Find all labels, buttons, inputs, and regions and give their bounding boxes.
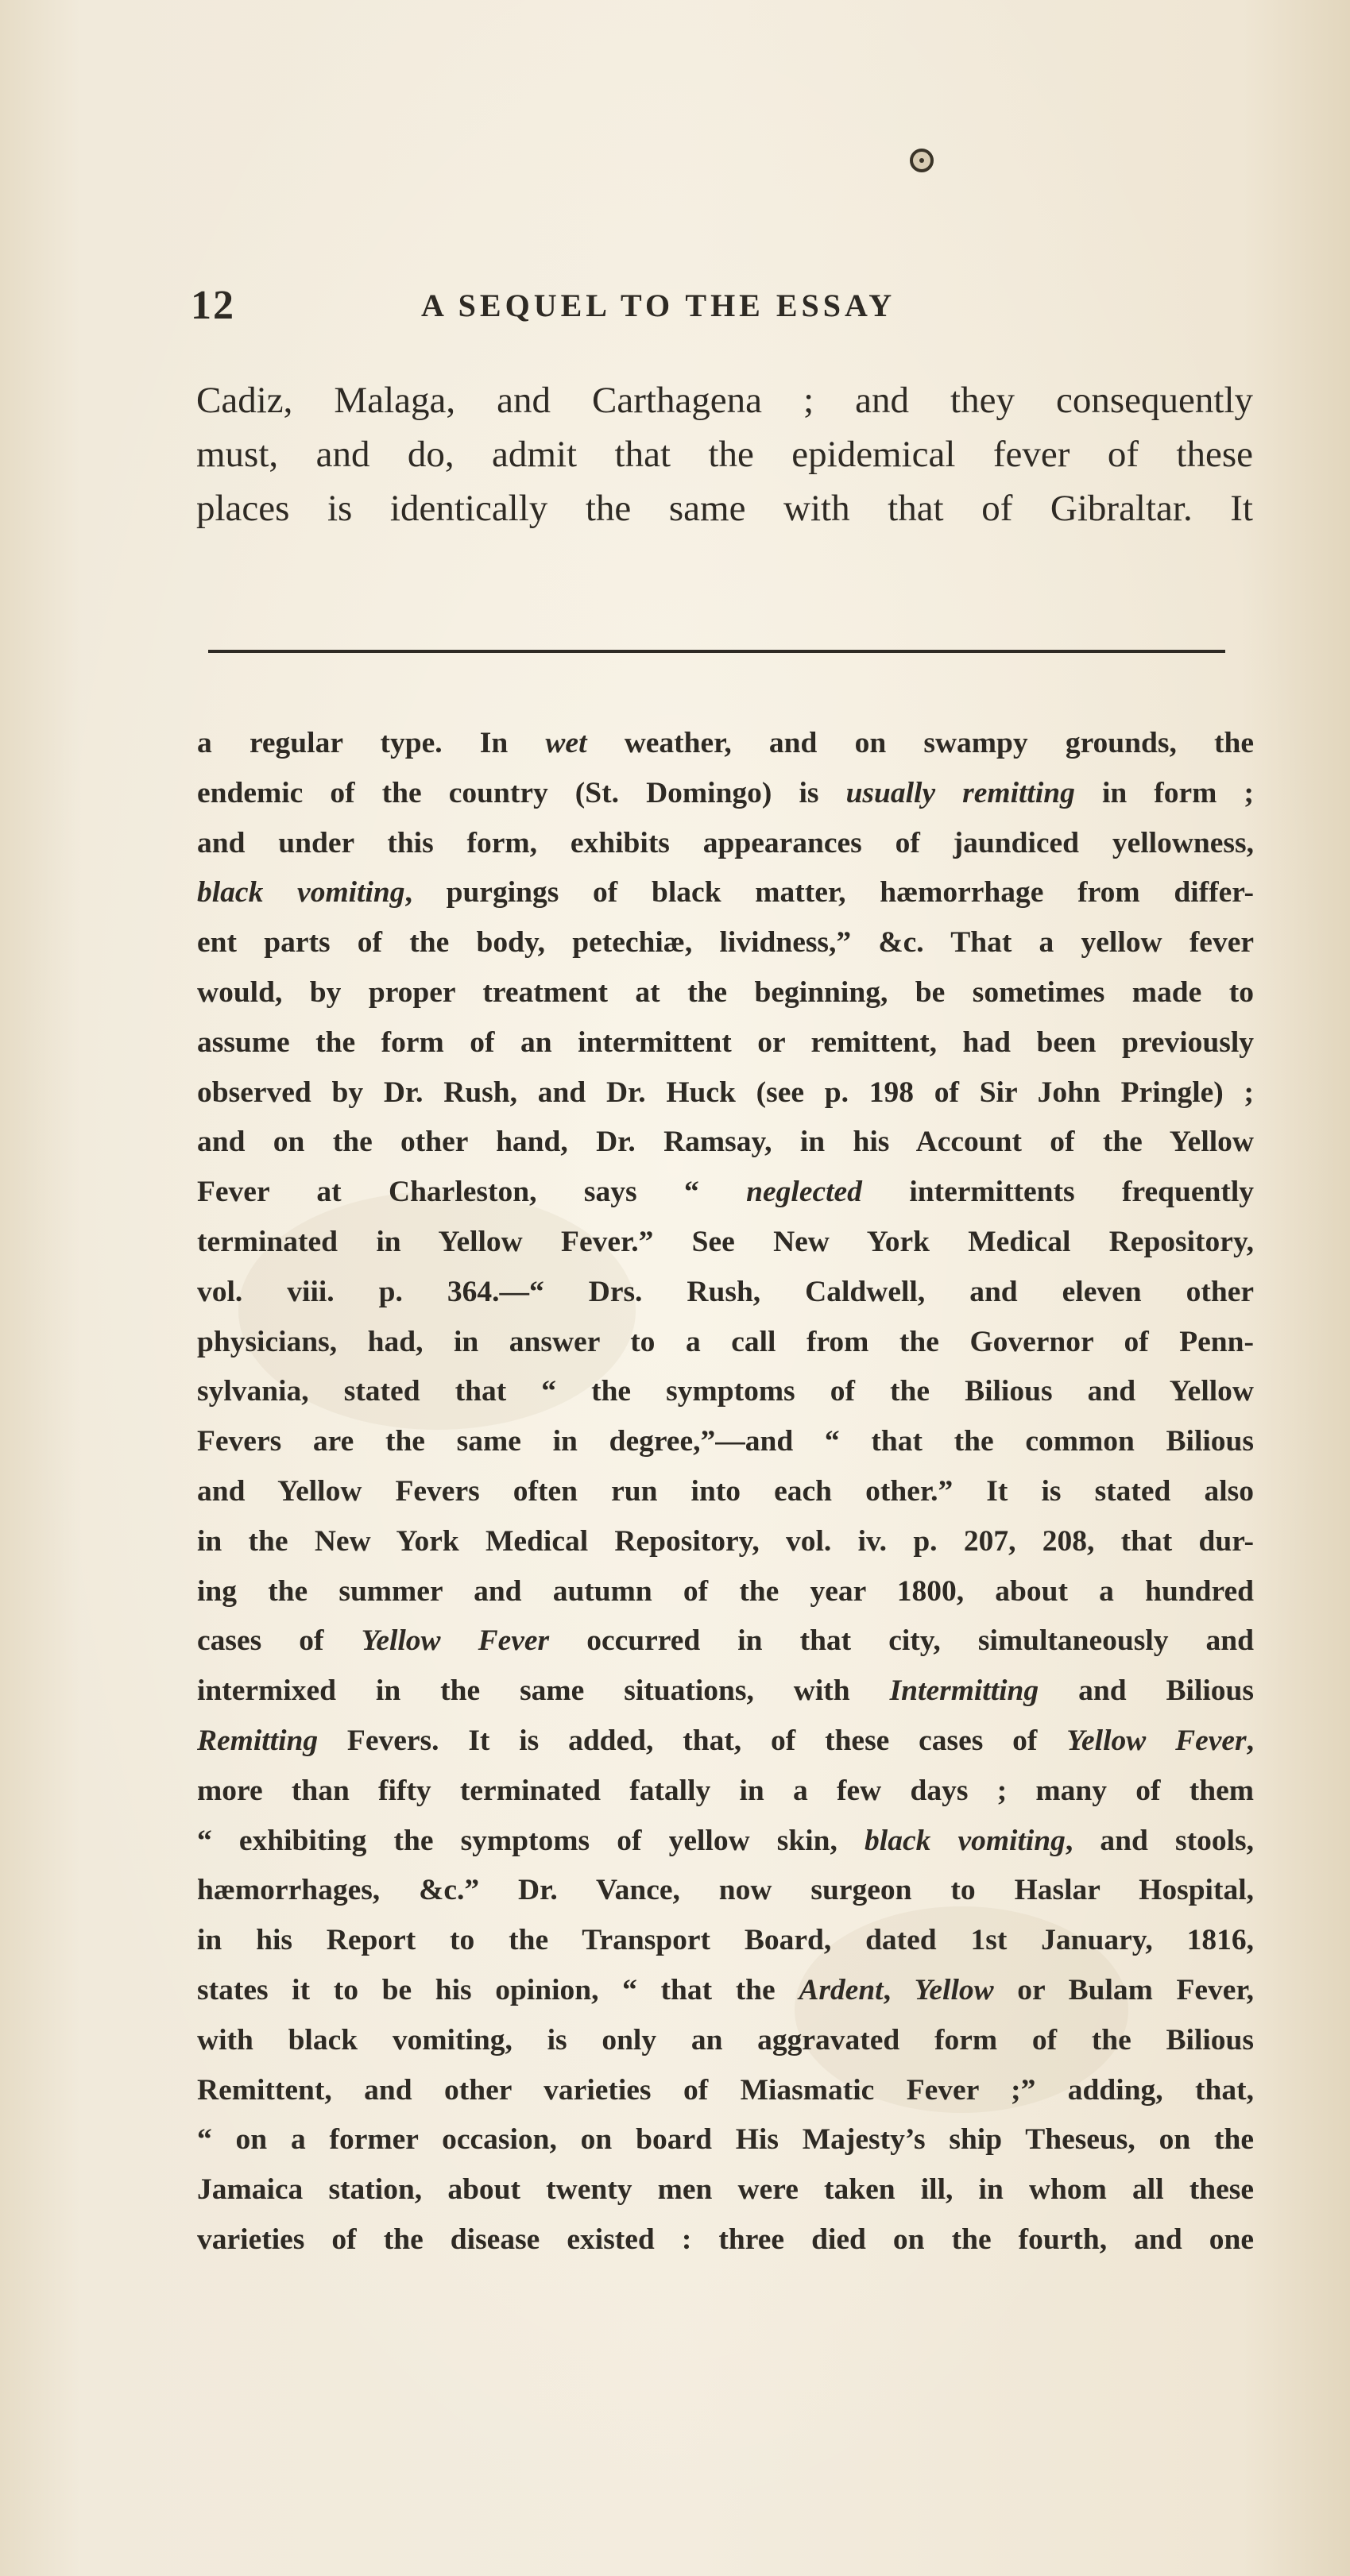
footnote-block [197, 719, 1254, 2265]
footnote-text: or Bulam Fever, [993, 1973, 1254, 2006]
footnote-text: intermittents frequently [861, 1176, 1254, 1209]
footnote-text: “ on a former occasion, on board His Majesty’s ship Theseus, on the [197, 2123, 1254, 2157]
footnote-text: endemic of the country (St. Domingo) is [197, 776, 846, 809]
footnote-line [197, 1417, 1254, 1467]
main-text-block [196, 373, 1253, 535]
footnote-line [197, 1567, 1254, 1617]
main-text-line: places is identically the same with that of Gibraltar. It [196, 488, 1253, 529]
footnote-text: Fevers are the same in degree,”—and “ that the common Bilious [197, 1425, 1254, 1458]
footnote-rule [208, 650, 1225, 653]
footnote-line [197, 1767, 1254, 1817]
footnote-line [197, 1717, 1254, 1767]
footnote-text: a regular type. In [197, 727, 546, 759]
footnote-text: “ exhibiting the symptoms of yellow skin, [197, 1824, 865, 1857]
page-number: 12 [191, 283, 235, 328]
footnote-line [197, 1866, 1254, 1916]
footnote-italic-text: Yellow Fever [1066, 1724, 1247, 1757]
page-header [191, 282, 1240, 338]
footnote-text: with black vomiting, is only an aggravated form of the Bilious [197, 2023, 1254, 2057]
footnote-text: , and stools, [1065, 1824, 1254, 1857]
footnote-line [197, 769, 1254, 819]
footnote-text: Jamaica station, about twenty men were taken ill, in whom all these [197, 2173, 1254, 2207]
footnote-line [197, 1168, 1254, 1218]
running-head: A SEQUEL TO THE ESSAY [421, 288, 896, 323]
footnote-line [197, 2016, 1254, 2066]
footnote-line [197, 868, 1254, 918]
footnote-line [197, 1966, 1254, 2016]
footnote-line [197, 1467, 1254, 1517]
footnote-text: Remittent, and other varieties of Miasmatic Fever ;” adding, that, [197, 2073, 1254, 2107]
footnote-text: ent parts of the body, petechiæ, lividness,” &c. That a yellow fever [197, 926, 1254, 960]
footnote-text: sylvania, stated that “ the symptoms of the Bilious and Yellow [197, 1375, 1254, 1408]
footnote-text: states it to be his opinion, “ that the [197, 1973, 799, 2006]
footnote-line [197, 1666, 1254, 1717]
footnote-line [197, 1318, 1254, 1368]
footnote-italic-text: Yellow [914, 1973, 994, 2006]
footnote-line [197, 1268, 1254, 1318]
footnote-text: , [883, 1973, 915, 2006]
footnote-text: varieties of the disease existed : three died on the fourth, and one [197, 2223, 1254, 2256]
footnote-text: and on the other hand, Dr. Ramsay, in his Account of the Yellow [197, 1126, 1254, 1159]
footnote-text: in his Report to the Transport Board, dated 1st January, 1816, [197, 1924, 1254, 1957]
footnote-italic-text: wet [545, 727, 587, 759]
footnote-text: Fever at Charleston, says “ [197, 1176, 747, 1209]
footnote-text: cases of [197, 1624, 362, 1658]
footnote-italic-text: black vomiting [197, 876, 405, 910]
main-text-line: Cadiz, Malaga, and Carthagena ; and they consequently [196, 380, 1253, 421]
binding-hole-icon [910, 149, 934, 172]
footnote-text: , purgings of black matter, hæmorrhage from differ- [404, 876, 1254, 910]
footnote-line [197, 2215, 1254, 2265]
footnote-italic-text: Intermitting [889, 1674, 1039, 1708]
main-text-line: must, and do, admit that the epidemical fever of these [196, 434, 1253, 475]
footnote-text: Fevers. It is added, that, of these cases of [318, 1724, 1067, 1757]
footnote-text: and Yellow Fevers often run into each other.” It is stated also [197, 1474, 1254, 1508]
footnote-text: ing the summer and autumn of the year 1800, about a hundred [197, 1574, 1254, 1608]
footnote-line [197, 1118, 1254, 1168]
footnote-text: physicians, had, in answer to a call from the Governor of Penn- [197, 1325, 1254, 1358]
footnote-line [197, 1517, 1254, 1567]
footnote-text: vol. viii. p. 364.—“ Drs. Rush, Caldwell, and eleven other [197, 1275, 1254, 1308]
footnote-line [197, 2115, 1254, 2165]
footnote-text: more than fifty terminated fatally in a few days ; many of them [197, 1774, 1254, 1807]
footnote-text: terminated in Yellow Fever.” See New York Medical Repository, [197, 1225, 1254, 1258]
footnote-text: and under this form, exhibits appearances of jaundiced yellowness, [197, 826, 1254, 859]
footnote-italic-text: Yellow Fever [361, 1624, 550, 1658]
footnote-italic-text: Remitting [197, 1724, 319, 1757]
footnote-text: , [1246, 1724, 1254, 1757]
footnote-line [197, 1018, 1254, 1068]
footnote-text: in form ; [1074, 776, 1254, 809]
footnote-line [197, 1817, 1254, 1867]
footnote-line [197, 1068, 1254, 1118]
footnote-text: occurred in that city, simultaneously and [549, 1624, 1254, 1658]
footnote-line [197, 2165, 1254, 2215]
footnote-text: assume the form of an intermittent or remittent, had been previously [197, 1025, 1254, 1059]
footnote-italic-text: neglected [746, 1176, 862, 1209]
footnote-line [197, 1218, 1254, 1268]
footnote-text: in the New York Medical Repository, vol. iv. p. 207, 208, that dur- [197, 1524, 1254, 1558]
footnote-line [197, 1616, 1254, 1666]
footnote-line [197, 918, 1254, 968]
footnote-text: would, by proper treatment at the beginning, be sometimes made to [197, 975, 1254, 1009]
footnote-italic-text: black vomiting [865, 1824, 1066, 1857]
footnote-line [197, 2066, 1254, 2116]
footnote-italic-text: Ardent [799, 1973, 884, 2006]
footnote-line [197, 1367, 1254, 1417]
footnote-line [197, 819, 1254, 869]
footnote-text: intermixed in the same situations, with [197, 1674, 890, 1708]
footnote-line [197, 1916, 1254, 1966]
footnote-line [197, 719, 1254, 769]
footnote-text: hæmorrhages, &c.” Dr. Vance, now surgeon to Haslar Hospital, [197, 1874, 1254, 1907]
footnote-text: and Bilious [1039, 1674, 1254, 1708]
footnote-line [197, 968, 1254, 1018]
footnote-text: observed by Dr. Rush, and Dr. Huck (see p. 198 of Sir John Pringle) ; [197, 1076, 1254, 1109]
footnote-italic-text: usually remitting [845, 776, 1075, 809]
footnote-text: weather, and on swampy grounds, the [586, 727, 1254, 759]
